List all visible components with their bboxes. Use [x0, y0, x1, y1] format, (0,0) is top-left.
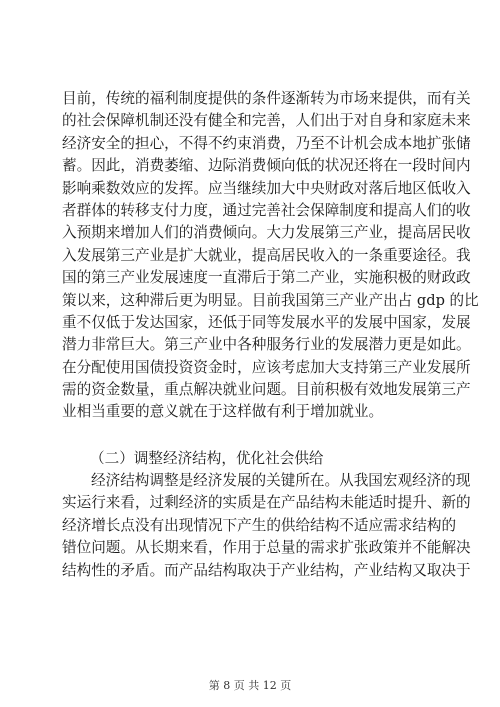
text-line: 影响乘数效应的发挥。应当继续加大中央财政对落后地区低收入	[62, 179, 471, 197]
text-line: 潜力非常巨大。第三产业中各种服务行业的发展潜力更是如此。	[62, 336, 471, 354]
text-line: 经济结构调整是经济发展的关键所在。从我国宏观经济的现	[91, 472, 471, 489]
text-line: 策以来，这种滞后更为明显。目前我国第三产业产出占 gdp 的比	[62, 291, 479, 309]
text-line: 经济安全的担心，不得不约束消费，乃至不计机会成本地扩张储	[62, 134, 471, 152]
text-line: 目前，传统的福利制度提供的条件逐渐转为市场来提供，而有关	[62, 90, 471, 107]
text-line: 业相当重要的意义就在于这样做有利于增加就业。	[62, 403, 384, 421]
text-line: 入发展第三产业是扩大就业，提高居民收入的一条重要途径。我	[62, 246, 471, 264]
section-heading: （二）调整经济结构，优化社会供给	[90, 450, 324, 467]
text-line: 结构性的矛盾。而产品结构取决于产业结构，产业结构又取决于	[62, 561, 471, 579]
text-line: 重不仅低于发达国家，还低于同等发展水平的发展中国家，发展	[62, 313, 471, 331]
text-line: 入预期来增加人们的消费倾向。大力发展第三产业，提高居民收	[62, 224, 471, 242]
text-line: 者群体的转移支付力度，通过完善社会保障制度和提高人们的收	[62, 201, 471, 219]
text-line: 需的资金数量，重点解决就业问题。目前积极有效地发展第三产	[62, 381, 471, 399]
page-footer: 第 8 页 共 12 页	[208, 679, 292, 692]
text-line: 实运行来看，过剩经济的实质是在产品结构未能适时提升、新的	[62, 494, 471, 512]
text-line: 的社会保障机制还没有健全和完善，人们出于对自身和家庭未来	[62, 112, 471, 130]
text-line: 国的第三产业发展速度一直滞后于第二产业，实施积极的财政政	[62, 269, 471, 287]
text-line: 在分配使用国债投资资金时，应该考虑加大支持第三产业发展所	[62, 358, 471, 376]
paragraph-consumption	[62, 88, 479, 424]
text-line: 经济增长点没有出现情况下产生的供给结构不适应需求结构的	[62, 516, 457, 534]
text-line: 错位问题。从长期来看，作用于总量的需求扩张政策并不能解决	[62, 539, 471, 557]
text-line: 蓄。因此，消费萎缩、边际消费倾向低的状况还将在一段时间内	[62, 157, 471, 175]
paragraph-structure	[62, 470, 471, 582]
